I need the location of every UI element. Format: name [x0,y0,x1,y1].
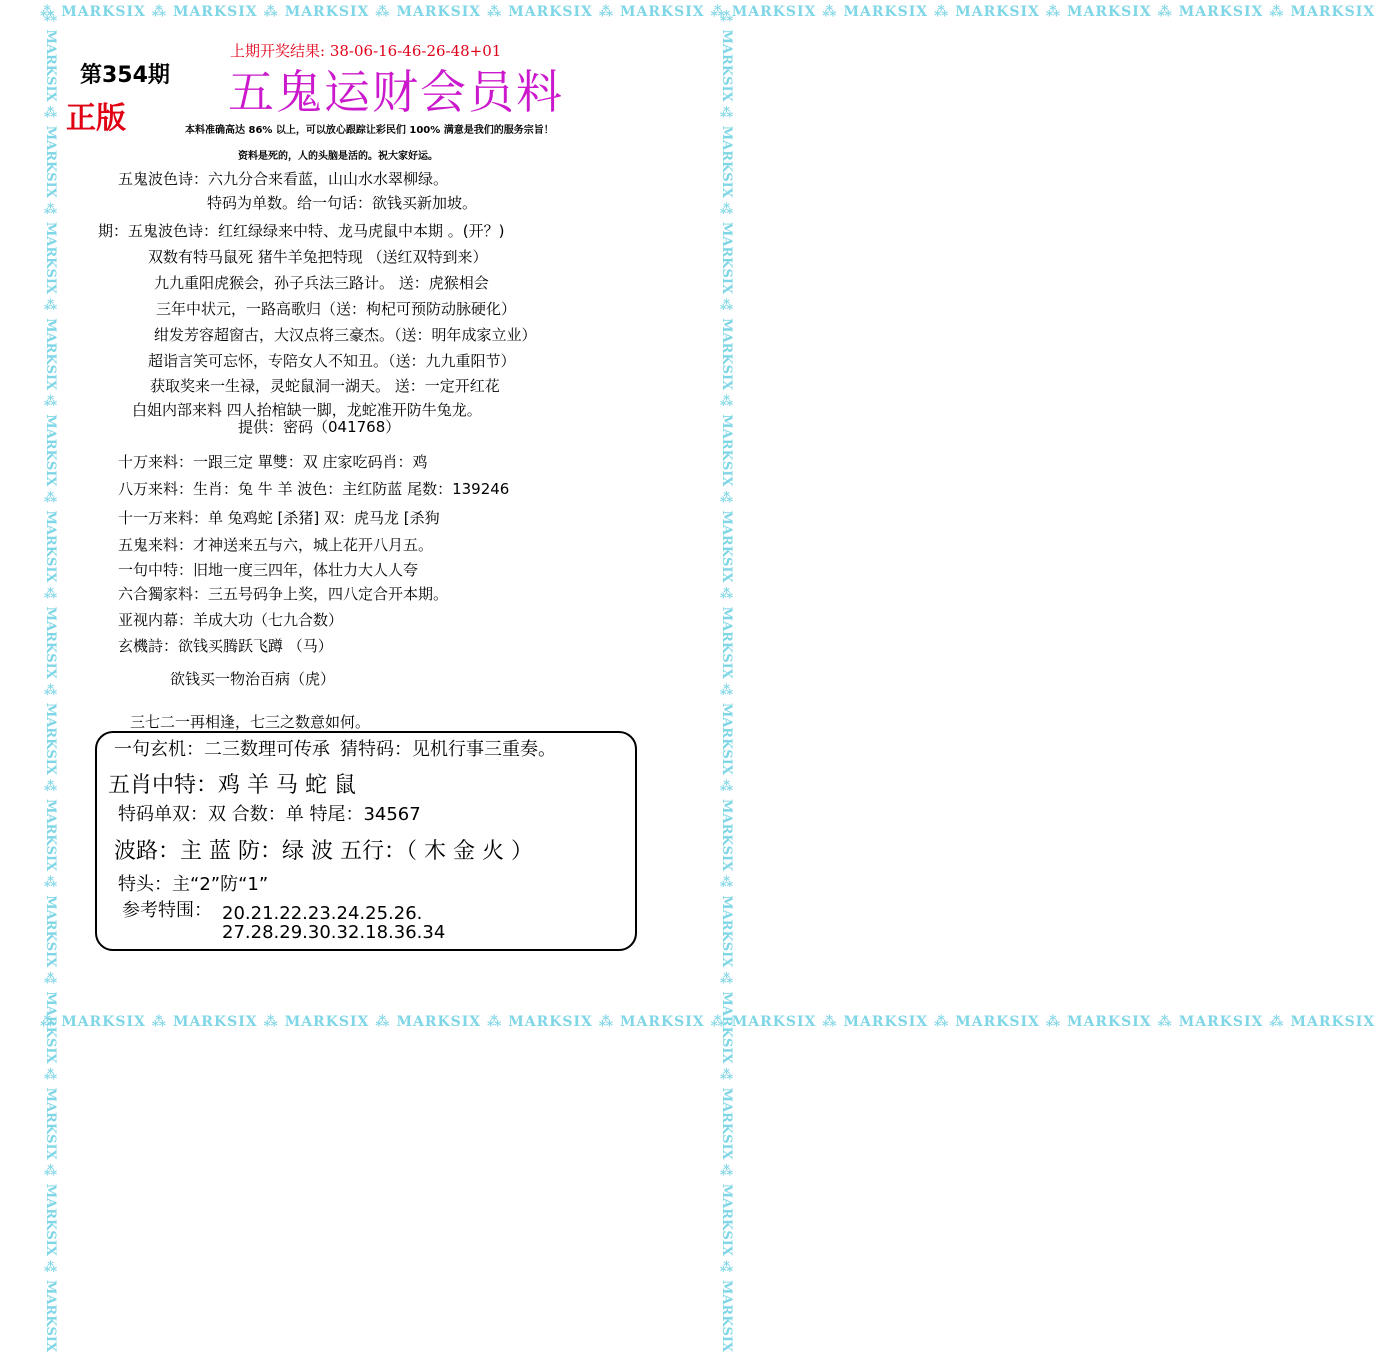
box-mystery-line: 一句玄机：二三数理可传承 [114,739,330,760]
item-mystic-poem: 玄機詩：欲钱买腾跃飞蹲 （马） [118,637,333,655]
item-100k: 十万来料：一跟三定 單雙：双 庄家吃码肖：鸡 [118,453,428,471]
poem-line-3: 期：五鬼波色诗：红红绿绿来中特、龙马虎鼠中本期 。(开？) [98,222,505,240]
watermark-border-right: ⁂ MARKSIX ⁂ MARKSIX ⁂ MARKSIX ⁂ MARKSIX ⁂ MARKSIX ⁂ MARKSIX ⁂ MARKSIX ⁂ MARKSIX ⁂ MARKSIX ⁂ MARKSIX ⁂ MARKSIX ⁂ MARKSIX ⁂ MARKSIX ⁂ MARKSIX [719,10,734,1352]
box-head-number: 特头：主“2”防“1” [118,874,269,895]
item-liuhe: 六合獨家料：三五号码争上奖，四八定合开本期。 [118,585,449,603]
item-80k: 八万来料：生肖：兔 牛 羊 波色：主红防蓝 尾数：139246 [118,480,510,498]
box-ref-numbers-2: 27.28.29.30.32.18.36.34 [222,922,446,943]
box-ref-label: 参考特围： [122,900,212,921]
watermark-border-left: ⁂ MARKSIX ⁂ MARKSIX ⁂ MARKSIX ⁂ MARKSIX ⁂ MARKSIX ⁂ MARKSIX ⁂ MARKSIX ⁂ MARKSIX ⁂ MARKSIX ⁂ MARKSIX ⁂ MARKSIX ⁂ MARKSIX ⁂ MARKSIX ⁂ MARKSIX [43,10,58,1352]
poem-line-8: 超诣言笑可忘怀，专陪女人不知丑。（送：九九重阳节） [148,352,516,370]
luck-note: 资料是死的，人的头脑是活的。祝大家好运。 [238,151,438,162]
poem-line-2: 特码为单数。给一句话：欲钱买新加坡。 [207,194,478,212]
item-one-sentence: 一句中特：旧地一度三四年，体壮力大人人夸 [118,561,419,579]
poem-line-10: 白姐内部来料 四人抬棺缺一脚，龙蛇准开防牛兔龙。 [132,401,482,419]
poem-line-7: 绀发芳容超窗古，大汉点将三豪杰。（送：明年成家立业） [154,326,537,344]
item-110k: 十一万来料：单 兔鸡蛇 [杀猪] 双：虎马龙 [杀狗 [118,509,440,527]
poem-line-4: 双数有特马鼠死 猪牛羊兔把特现 （送红双特到来） [148,248,488,266]
watermark-border-bottom: ⁂ MARKSIX ⁂ MARKSIX ⁂ MARKSIX ⁂ MARKSIX ⁂ MARKSIX ⁂ MARKSIX ⁂ MARKSIX ⁂ MARKSIX ⁂ MARKSIX ⁂ MARKSIX ⁂ MARKSIX ⁂ MARKSIX [40,1014,1375,1030]
poem-line-11: 提供：密码（041768） [238,418,401,436]
box-wave-path: 波路：主 蓝 防：绿 波 五行：（ 木 金 火 ） [114,839,533,864]
box-odd-even: 特码单双：双 合数：单 特尾：34567 [118,804,421,825]
box-ref-numbers-1: 20.21.22.23.24.25.26. [222,903,423,924]
poem-line-9: 获取奖来一生禄，灵蛇鼠洞一湖天。 送：一定开红花 [150,377,500,395]
accuracy-note: 本料准确高达 86% 以上，可以放心跟踪让彩民们 100% 满意是我们的服务宗旨！ [185,125,554,136]
poem-line-1: 五鬼波色诗：六九分合来看蓝，山山水水翠柳绿。 [118,170,449,188]
poem-line-6: 三年中状元，一路高歌归（送：枸杞可预防动脉硬化） [156,300,517,318]
authentic-stamp: 正版 [66,101,126,136]
page-title: 五鬼运财会员料 [228,65,564,119]
issue-number: 第354期 [80,63,170,88]
watermark-border-top: ⁂ MARKSIX ⁂ MARKSIX ⁂ MARKSIX ⁂ MARKSIX ⁂ MARKSIX ⁂ MARKSIX ⁂ MARKSIX ⁂ MARKSIX ⁂ MARKSIX ⁂ MARKSIX ⁂ MARKSIX ⁂ MARKSIX [40,4,1375,20]
item-five-ghosts: 五鬼来料：才神送来五与六，城上花开八月五。 [118,536,434,554]
box-guess-line: 猜特码：见机行事三重奏。 [340,739,556,760]
item-cure-all: 欲钱买一物治百病（虎） [170,670,336,688]
box-five-zodiac: 五肖中特：鸡 羊 马 蛇 鼠 [108,773,356,798]
poem-line-5: 九九重阳虎猴会，孙子兵法三路计。 送：虎猴相会 [154,274,489,292]
item-atv: 亚视内幕：羊成大功（七九合数） [118,611,344,629]
last-draw-result: 上期开奖结果: 38-06-16-46-26-48+01 [230,42,502,60]
item-3721: 三七二一再相逢，七三之数意如何。 [130,713,371,731]
